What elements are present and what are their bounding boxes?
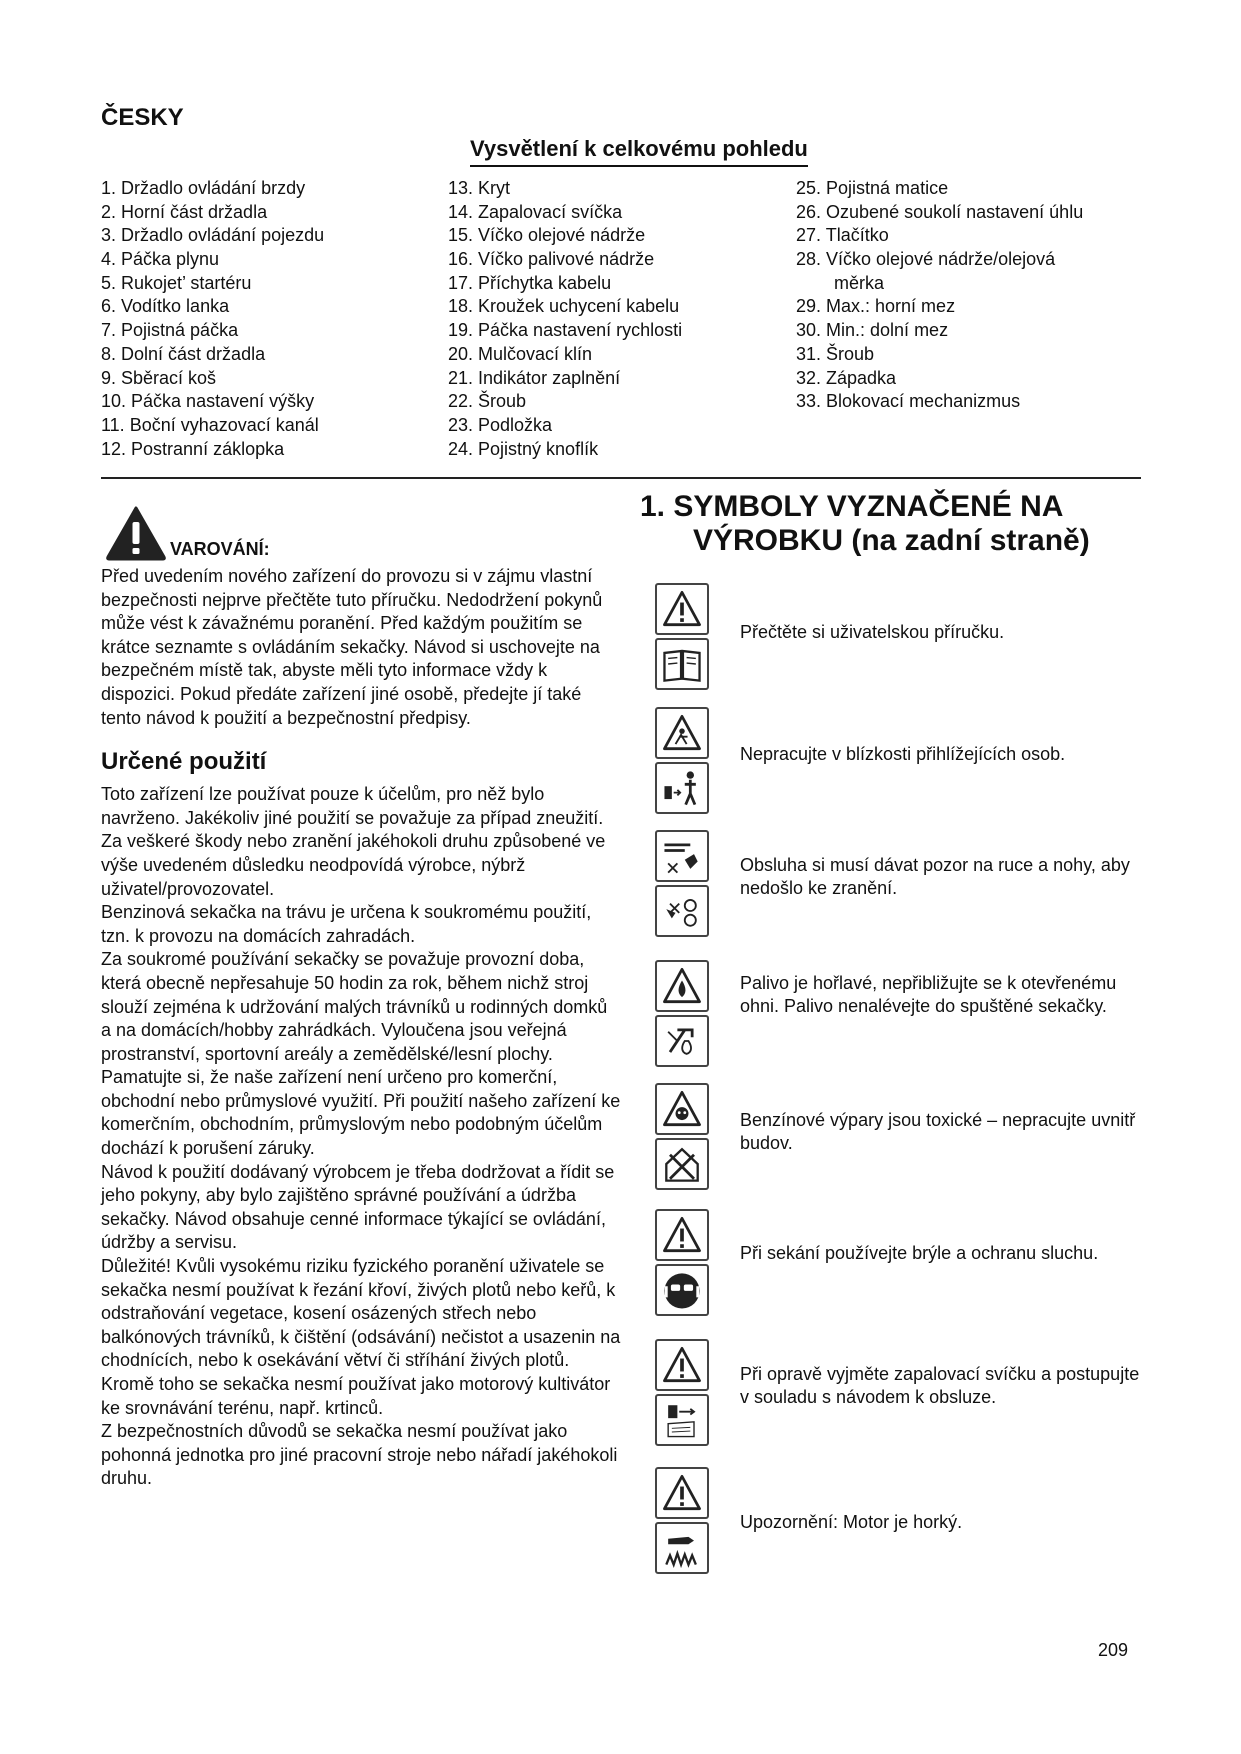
symbol-text: Nepracujte v blízkosti přihlížejících osob. <box>740 744 1066 764</box>
part-item: 26. Ozubené soukolí nastavení úhlu <box>796 201 1084 222</box>
part-item: 33. Blokovací mechanizmus <box>796 391 1021 412</box>
warning-triangle-icon <box>655 1339 709 1391</box>
symbol-text: Palivo je hořlavé, nepřibližujte se k otevřenému ohni. Palivo nenalévejte do spuštěné sekačky. <box>740 973 1117 1016</box>
part-item: 15. Víčko olejové nádrže <box>448 225 646 246</box>
intended-use-paragraph: Toto zařízení lze používat pouze k účelům, pro něž bylo navrženo. Jakékoliv jiné použití se považuje za případ zneužití. Za veškeré škody nebo zranění jakéhokoli druhu způsobené ve výše uvedeném důsledku neodpovídá výrobce, nýbrž uživatel/provozovatel. <box>101 784 606 899</box>
part-item: 9. Sběrací koš <box>101 367 217 388</box>
part-item: 22. Šroub <box>448 391 527 412</box>
symbol-text: Při opravě vyjměte zapalovací svíčku a postupujte v souladu s návodem k obsluze. <box>740 1364 1140 1407</box>
foot-hazard-icon <box>655 885 709 937</box>
warning-triangle-icon <box>655 583 709 635</box>
intended-use-heading: Určené použití <box>101 748 267 776</box>
part-item: 17. Příchytka kabelu <box>448 272 612 293</box>
symbol-text: Přečtěte si uživatelskou příručku. <box>740 622 1005 642</box>
part-item: 5. Rukojet’ startéru <box>101 272 252 293</box>
part-item: 6. Vodítko lanka <box>101 296 230 317</box>
part-item: 31. Šroub <box>796 343 875 364</box>
part-item: 30. Min.: dolní mez <box>796 320 949 341</box>
part-item: 1. Držadlo ovládání brzdy <box>101 178 306 198</box>
warning-section <box>101 505 621 1491</box>
intended-use-paragraph: Pamatujte si, že naše zařízení není určeno pro komerční, obchodní nebo průmyslové využití. Při použití našeho zařízení ke komerčním, obchodním, průmyslovým nebo podobným účelům dochází k porušení záruky. <box>101 1067 621 1159</box>
symbol-text: Benzínové výpary jsou toxické – nepracujte uvnitř budov. <box>740 1110 1136 1153</box>
read-manual-icon <box>655 638 709 690</box>
part-item: 11. Boční vyhazovací kanál <box>101 414 319 435</box>
part-item: 2. Horní část držadla <box>101 201 268 222</box>
part-item: 8. Dolní část držadla <box>101 343 266 364</box>
intended-use-paragraph: Návod k použití dodávaný výrobcem je třeba dodržovat a řídit se jeho pokyny, aby bylo zajištěno správné používání a údržba sekačky. Návod obsahuje cenné informace týkající se ovládání, údržby a servisu. <box>101 1161 615 1253</box>
part-item: 32. Západka <box>796 367 897 388</box>
part-item: 4. Páčka plynu <box>101 249 220 270</box>
part-item: 18. Kroužek uchycení kabelu <box>448 296 680 317</box>
symbols-heading-line2: VÝROBKU (na zadní straně) <box>693 524 1090 557</box>
warning-triangle-icon <box>655 1209 709 1261</box>
part-item: 19. Páčka nastavení rychlosti <box>448 320 683 341</box>
parts-list-col2 <box>448 177 682 461</box>
goggles-ear-icon <box>655 1264 709 1316</box>
symbol-text: Upozornění: Motor je horký. <box>740 1512 963 1532</box>
part-item: 7. Pojistná páčka <box>101 320 239 341</box>
symbols-heading <box>640 490 1140 558</box>
symbols-heading-line1: 1. SYMBOLY VYZNAČENÉ NA <box>640 490 1064 523</box>
hand-hazard-icon <box>655 830 709 882</box>
overview-title: Vysvětlení k celkovému pohledu <box>470 136 808 167</box>
warning-label: VAROVÁNÍ: <box>170 539 270 559</box>
flammable-icon <box>655 960 709 1012</box>
part-item: 24. Pojistný knoflík <box>448 438 599 459</box>
no-indoor-icon <box>655 1138 709 1190</box>
intended-use-paragraph: Důležité! Kvůli vysokému riziku fyzického poranění uživatele se sekačka nesmí používat k řezání křoví, živých plotů nebo keřů, k odstraňování vegetace, kosení osázených střech nebo balkónových trávníků, k čištění (odsávání) nečistot a usazenin na chodnících, nebo k osekávání větví či stříhání živých plotů. Kromě toho se sekačka nesmí používat jako motorový kultivátor ke srovnávání terénu, např. krtinců. <box>101 1256 621 1418</box>
warning-triangle-icon <box>655 1467 709 1519</box>
toxic-fumes-icon <box>655 1083 709 1135</box>
bystanders-icon <box>655 762 709 814</box>
page-number: 209 <box>1098 1640 1129 1660</box>
part-item: 16. Víčko palivové nádrže <box>448 249 655 270</box>
symbol-text: Při sekání používejte brýle a ochranu sluchu. <box>740 1243 1099 1263</box>
warning-triangle-icon <box>655 707 709 759</box>
parts-list-col1 <box>101 177 324 461</box>
intended-use-paragraph: Z bezpečnostních důvodů se sekačka nesmí používat jako pohonná jednotka pro jiné pracovní stroje nebo nářadí jakéhokoli druhu. <box>101 1421 618 1489</box>
spark-plug-icon <box>655 1394 709 1446</box>
part-item-continuation: měrka <box>834 272 885 293</box>
fuel-pump-icon <box>655 1015 709 1067</box>
part-item: 12. Postranní záklopka <box>101 438 285 459</box>
part-item: 3. Držadlo ovládání pojezdu <box>101 225 325 246</box>
warning-text: Před uvedením nového zařízení do provozu si v zájmu vlastní bezpečnosti nejprve přečtěte tuto příručku. Nedodržení pokynů může vést k závažnému poranění. Před každým použitím se krátce seznamte s ovládáním sekačky. Návod si uschovejte na bezpečném místě tak, abyste měli tyto informace vždy k dispozici. Pokud předáte zařízení jiné osobě, předejte jí také tento návod k použití a bezpečnostní předpisy. <box>101 566 603 728</box>
part-item: 25. Pojistná matice <box>796 178 949 198</box>
part-item: 13. Kryt <box>448 178 511 198</box>
symbol-text: Obsluha si musí dávat pozor na ruce a nohy, aby nedošlo ke zranění. <box>740 855 1130 898</box>
warning-header <box>101 505 621 565</box>
part-item: 28. Víčko olejové nádrže/olejová <box>796 249 1056 270</box>
warning-triangle-icon <box>105 505 167 561</box>
parts-list-col3 <box>796 177 1083 414</box>
part-item: 20. Mulčovací klín <box>448 343 593 364</box>
part-item: 10. Páčka nastavení výšky <box>101 391 315 412</box>
part-item: 21. Indikátor zaplnění <box>448 367 621 388</box>
language-heading: ČESKY <box>101 104 184 131</box>
part-item: 14. Zapalovací svíčka <box>448 201 623 222</box>
part-item: 29. Max.: horní mez <box>796 296 956 317</box>
part-item: 23. Podložka <box>448 414 553 435</box>
section-divider <box>101 477 1141 479</box>
part-item: 27. Tlačítko <box>796 225 889 246</box>
hot-motor-icon <box>655 1522 709 1574</box>
intended-use-paragraph: Za soukromé používání sekačky se považuje provozní doba, která obecně nepřesahuje 50 hodin za rok, během nichž stroj slouží zejména k udržování malých trávníků u rodinných domků a na domácích/hobby zahrádkách. Vyloučena jsou veřejná prostranství, sportovní areály a zemědělské/lesní plochy. <box>101 949 608 1064</box>
intended-use-paragraph: Benzinová sekačka na trávu je určena k soukromému použití, tzn. k provozu na domácích zahradách. <box>101 902 592 946</box>
